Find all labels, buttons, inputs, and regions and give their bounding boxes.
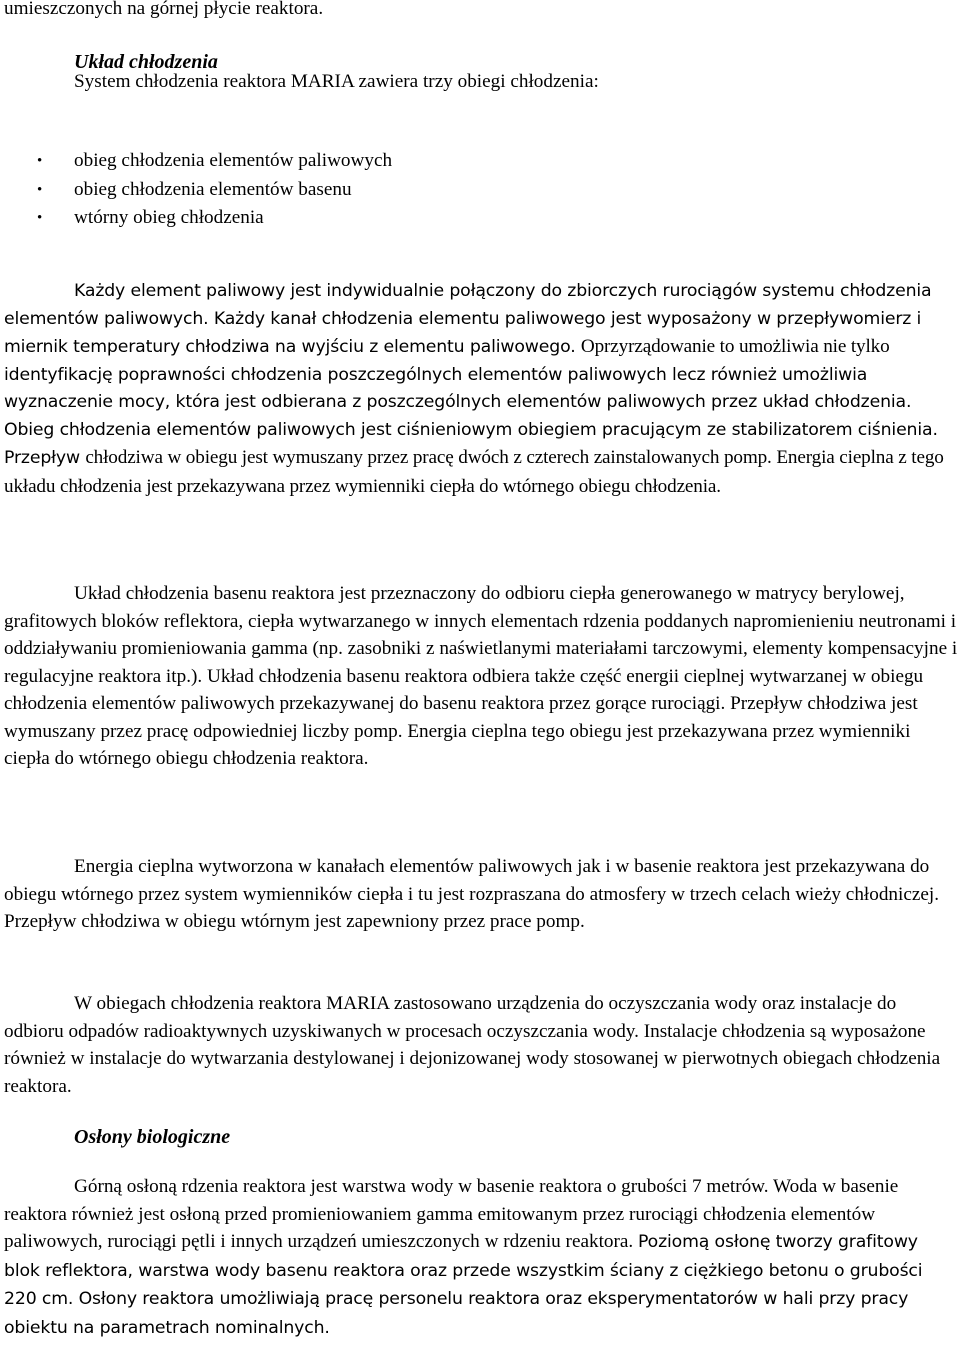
list-item-text: obieg chłodzenia elementów paliwowych — [74, 150, 393, 171]
section-heading-cooling: Układ chłodzenia — [74, 51, 218, 73]
paragraph-segment: Każdy element paliwowy jest indywidualnie połączony do zbiorczych rurociągów systemu chłodzenia elementów paliwowych. Każdy kanał chłodzenia elementu paliwowego jest wyposażony w przepływomierz i miernik temperatury chłodziwa na wyjściu z elementu paliwowego. — [4, 281, 932, 357]
bullet-icon: • — [37, 181, 43, 198]
paragraph-segment: chłodziwa w obiegu jest wymuszany przez pracę dwóch z czterech zainstalowanych pomp. Energia cieplna z tego układu chłodzenia jest przekazywana przez wymienniki ciepła do wtórnego obiegu chłodzenia. — [4, 447, 944, 497]
list-item-text: wtórny obieg chłodzenia — [74, 207, 264, 228]
list-item-text: obieg chłodzenia elementów basenu — [74, 178, 352, 200]
paragraph-segment: identyfikację poprawności chłodzenia poszczególnych elementów paliwowych lecz również umożliwia wyznaczenie mocy, która jest odbierana z poszczególnych elementów paliwowych przez układ chłodzenia. Obieg chłodzenia elementów paliwowych jest ciśnieniowym obiegiem pracującym ze stabilizatorem ciśnienia. Przepływ — [4, 364, 938, 468]
paragraph-segment: Górną osłoną rdzenia reaktora jest warstwa wody w basenie reaktora o grubości 7 metrów. Woda w basenie reaktora również jest osłoną przed promieniowaniem gamma emitowanym przez rurociągi chłodzenia elementów paliwowych, rurociągi pętli i innych urządzeń umieszczonych w rdzeniu reaktora. — [4, 1176, 899, 1252]
bullet-icon: • — [37, 153, 43, 169]
paragraph-segment: Oprzyrządowanie to umożliwia nie tylko — [580, 336, 890, 357]
fuel-cooling-paragraph — [4, 278, 958, 501]
section-heading-shielding: Osłony biologiczne — [74, 1126, 231, 1148]
secondary-circuit-paragraph: Energia cieplna wytworzona w kanałach elementów paliwowych jak i w basenie reaktora jest przekazywana do obiegu wtórnego przez system wymienników ciepła i tu jest rozpraszana do atmosfery w trzech celach wieży chłodniczej. Przepływ chłodziwa w obiegu wtórnym jest zapewniony przez prace pomp. — [4, 856, 940, 932]
pool-cooling-paragraph: Układ chłodzenia basenu reaktora jest przeznaczony do odbioru ciepła generowanego w matrycy berylowej, grafitowych bloków reflektora, ciepła wytwarzanego w innych elementach rdzenia poddanych napromienieniu neutronami i oddziaływaniu promieniowania gamma (np. zasobniki z naświetlanymi materiałami tarczowymi, elementy kompensacyjne i regulacyjne reaktora itp.). Układ chłodzenia basenu reaktora odbiera także część energii cieplnej wytwarzanej w obiegu chłodzenia elementów paliwowych przekazywanej do basenu reaktora przez gorące rurociągi. Przepływ chłodziwa jest wymuszany przez pracę odpowiedniej liczby pomp. Energia cieplna tego obiegu jest przekazywana przez wymienniki ciepła do wtórnego obiegu chłodzenia reaktora. — [4, 583, 958, 769]
cooling-circuits-list — [0, 147, 392, 233]
list-item — [0, 204, 392, 233]
list-item — [0, 176, 392, 205]
water-purification-paragraph: W obiegach chłodzenia reaktora MARIA zastosowano urządzenia do oczyszczania wody oraz instalacje do odbioru odpadów radioaktywnych uzyskiwanych w procesach oczyszczania wody. Instalacje chłodzenia są wyposażone również w instalacje do wytwarzania destylowanej i dejonizowanej wody stosowanej w pierwotnych obiegach chłodzenia reaktora. — [4, 993, 941, 1097]
cooling-intro: System chłodzenia reaktora MARIA zawiera trzy obiegi chłodzenia: — [74, 71, 599, 92]
top-fragment: umieszczonych na górnej płycie reaktora. — [4, 0, 324, 19]
bullet-icon: • — [37, 210, 43, 226]
paragraph-segment: Poziomą osłonę tworzy grafitowy blok reflektora, warstwa wody basenu reaktora oraz przede wszystkim ściany z ciężkiego betonu o grubości 220 cm. Osłony reaktora umożliwiają pracę personelu reaktora oraz eksperymentatorów w hali przy pracy obiektu na parametrach nominalnych. — [4, 1232, 923, 1338]
list-item — [0, 147, 392, 176]
shielding-paragraph — [4, 1173, 958, 1342]
